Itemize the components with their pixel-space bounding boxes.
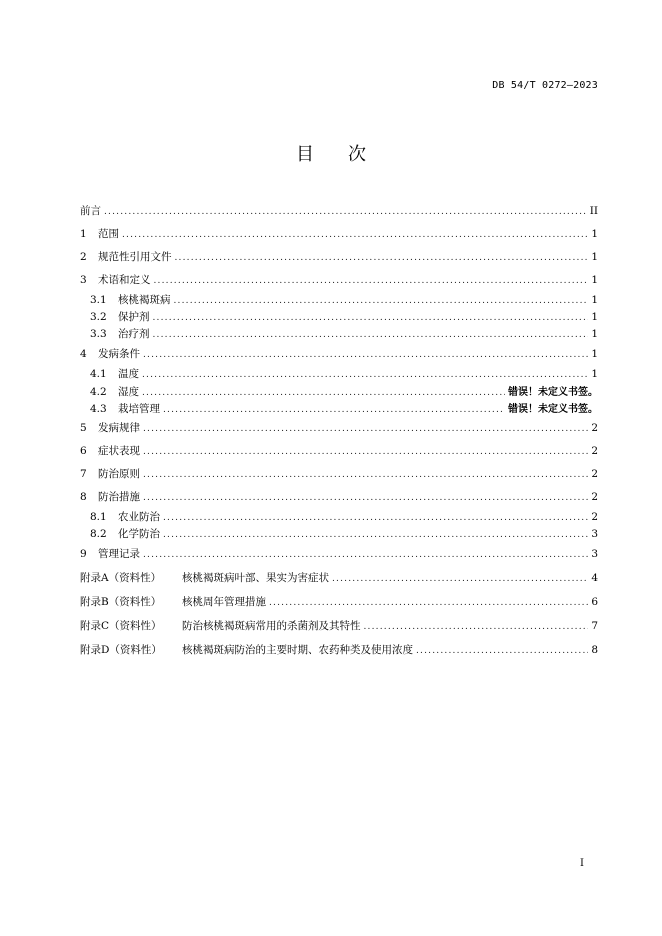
toc-entry[interactable] xyxy=(80,292,598,309)
toc-entry[interactable] xyxy=(80,489,598,509)
toc-entry[interactable] xyxy=(80,443,598,463)
toc-entry-number: 6 xyxy=(80,445,87,457)
page-number: I xyxy=(580,858,584,869)
toc-entry-number: 4 xyxy=(80,348,87,360)
toc-entry-number: 3.3 xyxy=(90,328,107,340)
appendix-page: 4 xyxy=(591,572,598,584)
toc-entry-label: 湿度 xyxy=(118,386,139,398)
toc-entry-number: 3.2 xyxy=(90,311,107,323)
toc-entry-page: 1 xyxy=(591,228,598,240)
toc-entry[interactable] xyxy=(80,546,598,566)
toc-entry[interactable] xyxy=(80,346,598,366)
toc-entry[interactable] xyxy=(80,509,598,526)
toc-entry-number: 1 xyxy=(80,228,87,240)
toc-entry-page: 1 xyxy=(591,348,598,360)
dot-leader xyxy=(364,622,589,632)
toc-entry-number: 3.1 xyxy=(90,294,107,306)
toc-entry[interactable] xyxy=(80,203,598,223)
toc-entry-label: 防治措施 xyxy=(98,491,140,503)
toc-entry-number: 7 xyxy=(80,468,87,480)
dot-leader xyxy=(269,598,588,608)
toc-entry-number: 5 xyxy=(80,422,87,434)
dot-leader xyxy=(142,388,505,398)
toc-entry-page: 2 xyxy=(591,468,598,480)
bookmark-error-text: 错误！未定义书签。 xyxy=(508,387,598,398)
dot-leader xyxy=(163,405,505,415)
toc-entry-number: 3 xyxy=(80,274,87,286)
toc-entry-number: 4.1 xyxy=(90,368,107,380)
toc-entry[interactable] xyxy=(80,466,598,486)
dot-leader xyxy=(416,646,588,656)
dot-leader xyxy=(143,424,588,434)
table-of-contents xyxy=(80,200,598,662)
toc-entry[interactable] xyxy=(80,226,598,246)
toc-entry-number: 8.2 xyxy=(90,528,107,540)
appendix-tag: 附录B（资料性） xyxy=(80,596,162,608)
toc-entry-page: 3 xyxy=(591,548,598,560)
toc-entry-page: 1 xyxy=(591,274,598,286)
dot-leader xyxy=(332,574,588,584)
toc-entry-label: 防治原则 xyxy=(98,468,140,480)
appendix-entry[interactable] xyxy=(80,618,598,638)
toc-entry-page: 2 xyxy=(591,511,598,523)
toc-title-char-1: 目 xyxy=(296,144,314,165)
dot-leader xyxy=(174,296,589,306)
appendix-page: 7 xyxy=(591,620,598,632)
dot-leader xyxy=(142,370,588,380)
toc-entry-page: 1 xyxy=(591,294,598,306)
toc-entry-label: 规范性引用文件 xyxy=(98,251,172,263)
toc-entry[interactable] xyxy=(80,400,598,417)
appendix-label: 防治核桃褐斑病常用的杀菌剂及其特性 xyxy=(182,620,361,632)
toc-entry-page: 1 xyxy=(591,251,598,263)
toc-entry-number: 4.2 xyxy=(90,386,107,398)
toc-entry-label: 栽培管理 xyxy=(118,403,160,415)
toc-entry-number: 9 xyxy=(80,548,87,560)
toc-entry[interactable] xyxy=(80,366,598,383)
dot-leader xyxy=(163,513,588,523)
toc-entry-label: 症状表现 xyxy=(98,445,140,457)
dot-leader xyxy=(175,253,589,263)
toc-entry-page: 2 xyxy=(591,491,598,503)
toc-entry-number: 2 xyxy=(80,251,87,263)
toc-entry-label: 化学防治 xyxy=(118,528,160,540)
toc-title xyxy=(0,140,662,166)
toc-entry-page: 1 xyxy=(591,311,598,323)
toc-entry-label: 治疗剂 xyxy=(118,328,150,340)
toc-entry-number: 4.3 xyxy=(90,403,107,415)
toc-entry-page: II xyxy=(589,205,598,217)
toc-entry-page: 3 xyxy=(591,528,598,540)
toc-entry-label: 前言 xyxy=(80,205,101,217)
dot-leader xyxy=(154,276,589,286)
toc-entry[interactable] xyxy=(80,249,598,269)
toc-entry-label: 核桃褐斑病 xyxy=(118,294,171,306)
appendix-entry[interactable] xyxy=(80,570,598,590)
dot-leader xyxy=(153,313,589,323)
appendix-entry[interactable] xyxy=(80,594,598,614)
appendix-tag: 附录C（资料性） xyxy=(80,620,162,632)
document-code: DB 54/T 0272—2023 xyxy=(492,80,598,91)
appendix-label: 核桃褐斑病叶部、果实为害症状 xyxy=(182,572,329,584)
toc-entry-label: 发病规律 xyxy=(98,422,140,434)
dot-leader xyxy=(143,350,588,360)
toc-entry-number: 8.1 xyxy=(90,511,107,523)
toc-entry-label: 术语和定义 xyxy=(98,274,151,286)
appendix-tag: 附录D（资料性） xyxy=(80,644,162,656)
dot-leader xyxy=(143,550,588,560)
appendix-page: 6 xyxy=(591,596,598,608)
appendix-entry[interactable] xyxy=(80,642,598,662)
dot-leader xyxy=(163,530,588,540)
bookmark-error-text: 错误！未定义书签。 xyxy=(508,404,598,415)
toc-entry[interactable] xyxy=(80,526,598,543)
dot-leader xyxy=(104,207,587,217)
appendix-label: 核桃周年管理措施 xyxy=(182,596,266,608)
dot-leader xyxy=(122,230,588,240)
toc-entry-page: 2 xyxy=(591,445,598,457)
dot-leader xyxy=(143,447,588,457)
toc-entry[interactable] xyxy=(80,420,598,440)
toc-entry-page: 1 xyxy=(591,368,598,380)
dot-leader xyxy=(143,470,588,480)
toc-entry-label: 农业防治 xyxy=(118,511,160,523)
appendix-page: 8 xyxy=(591,644,598,656)
toc-title-char-2: 次 xyxy=(348,144,366,165)
toc-entry[interactable] xyxy=(80,383,598,400)
toc-entry-page: 1 xyxy=(591,328,598,340)
toc-entry-page: 2 xyxy=(591,422,598,434)
dot-leader xyxy=(143,493,588,503)
toc-entry-label: 范围 xyxy=(98,228,119,240)
toc-entry[interactable] xyxy=(80,272,598,292)
toc-entry-label: 温度 xyxy=(118,368,139,380)
appendix-tag: 附录A（资料性） xyxy=(80,572,162,584)
dot-leader xyxy=(153,330,589,340)
toc-entry-label: 管理记录 xyxy=(98,548,140,560)
toc-entry[interactable] xyxy=(80,326,598,343)
toc-entry-number: 8 xyxy=(80,491,87,503)
toc-entry[interactable] xyxy=(80,309,598,326)
toc-entry-label: 发病条件 xyxy=(98,348,140,360)
toc-entry-label: 保护剂 xyxy=(118,311,150,323)
appendix-label: 核桃褐斑病防治的主要时期、农药种类及使用浓度 xyxy=(182,644,413,656)
